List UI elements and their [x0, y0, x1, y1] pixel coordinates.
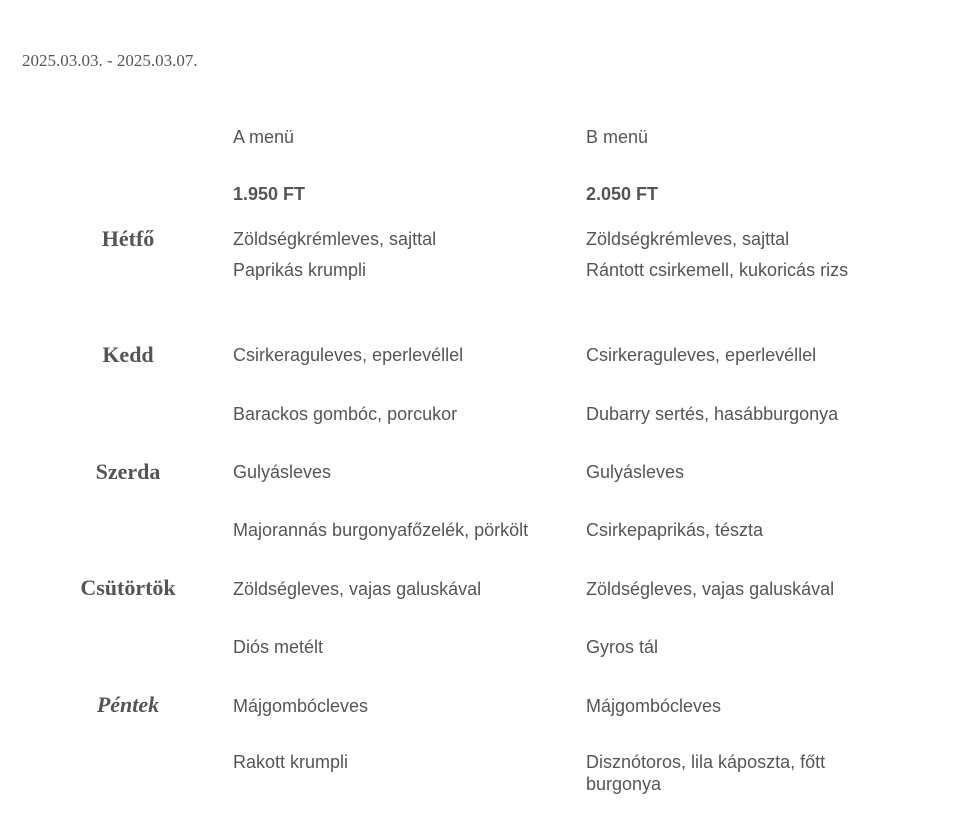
- day-thursday: Csütörtök: [80, 575, 176, 600]
- thursday-a-soup: Zöldségleves, vajas galuskával: [233, 579, 482, 599]
- menu-b-header: B menü: [586, 127, 649, 147]
- friday-b-soup: Májgombócleves: [586, 696, 722, 716]
- menu-a-price: 1.950 FT: [233, 184, 306, 204]
- menu-b-price: 2.050 FT: [586, 184, 659, 204]
- wednesday-b-soup: Gulyásleves: [586, 462, 685, 482]
- friday-a-soup: Májgombócleves: [233, 696, 369, 716]
- friday-b-main: Disznótoros, lila káposzta, főtt burgonya: [586, 752, 826, 794]
- monday-a-soup: Zöldségkrémleves, sajttal: [233, 229, 437, 249]
- day-monday: Hétfő: [101, 226, 155, 251]
- date-range: 2025.03.03. - 2025.03.07.: [22, 51, 198, 70]
- wednesday-a-soup: Gulyásleves: [233, 462, 332, 482]
- thursday-a-main: Diós metélt: [233, 637, 324, 657]
- monday-b-soup: Zöldségkrémleves, sajttal: [586, 229, 790, 249]
- day-friday: Péntek: [96, 692, 160, 717]
- monday-b-main: Rántott csirkemell, kukoricás rizs: [586, 260, 849, 280]
- thursday-b-soup: Zöldségleves, vajas galuskával: [586, 579, 835, 599]
- menu-a-header: A menü: [233, 127, 295, 147]
- day-wednesday: Szerda: [95, 459, 161, 484]
- tuesday-b-main: Dubarry sertés, hasábburgonya: [586, 404, 839, 424]
- wednesday-b-main: Csirkepaprikás, tészta: [586, 520, 764, 540]
- wednesday-a-main: Majorannás burgonyafőzelék, pörkölt: [233, 520, 529, 540]
- day-tuesday: Kedd: [102, 342, 154, 367]
- thursday-b-main: Gyros tál: [586, 637, 659, 657]
- tuesday-b-soup: Csirkeraguleves, eperlevéllel: [586, 345, 817, 365]
- tuesday-a-main: Barackos gombóc, porcukor: [233, 404, 458, 424]
- tuesday-a-soup: Csirkeraguleves, eperlevéllel: [233, 345, 464, 365]
- friday-a-main: Rakott krumpli: [233, 752, 349, 772]
- monday-a-main: Paprikás krumpli: [233, 260, 367, 280]
